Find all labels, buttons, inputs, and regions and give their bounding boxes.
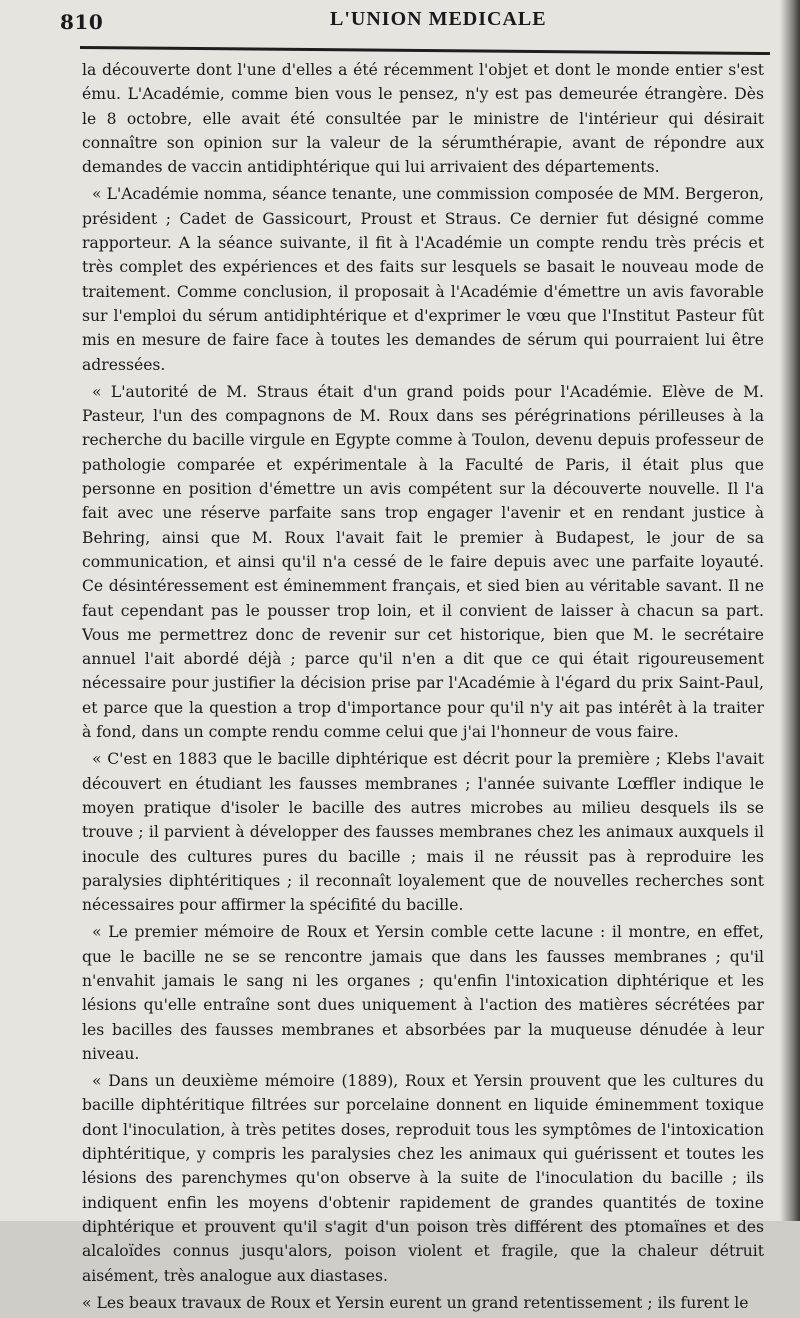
paragraph: la découverte dont l'une d'elles a été récemment l'objet et dont le monde entier s'est ému. L'Académie, comme bien vous le pensez, n'y est pas demeurée étrangère. Dès le 8 octobre, elle avait été consultée par le ministre de l'intérieur qui désirait connaître son opinion sur la valeur de la sérumthérapie, avant de répondre aux demandes de vaccin antidiphtérique qui lui arrivaient des départements. [82, 61, 764, 177]
paragraph: « Le premier mémoire de Roux et Yersin comble cette lacune : il montre, en effet, que le bacille ne se se rencontre jamais que dans les fausses membranes ; qu'il n'envahit jamais le sang ni les organes ; qu'enfin l'intoxication diphtérique et les lésions qu'elle entraîne sont dues uniquement à l'action des matières sécrétées par les bacilles des fausses membranes et absorbées par la muqueuse dénudée à leur niveau. [82, 923, 764, 1063]
journal-title: L'UNION MEDICALE [330, 8, 547, 30]
paragraph: « L'autorité de M. Straus était d'un grand poids pour l'Académie. Elève de M. Pasteur, l'un des compagnons de M. Roux dans ses pérégrinations périlleuses à la recherche du bacille virgule en Egypte comme à Toulon, devenu depuis professeur de pathologie comparée et expérimentale à la Faculté de Paris, il était plus que personne en position d'émettre un avis compétent sur la découverte nouvelle. Il l'a fait avec une réserve parfaite sans trop engager l'avenir et en rendant justice à Behring, ainsi que M. Roux l'avait fait le premier à Budapest, le jour de sa communication, et ainsi qu'il n'a cessé de le faire depuis avec une parfaite loyauté. Ce désintéressement est éminemment français, et sied bien au véritable savant. Il ne faut cependant pas le pousser trop loin, et il convient de laisser à chacun sa part. Vous me permettrez donc de revenir sur cet historique, bien que M. le secrétaire annuel l'ait abordé déjà ; parce qu'il n'en a dit que ce qui était rigoureusement nécessaire pour justifier la décision prise par l'Académie à l'égard du prix Saint-Paul, et parce que la question a trop d'importance pour qu'il n'y ait pas intérêt à la traiter à fond, dans un compte rendu comme celui que j'ai l'honneur de vous faire. [82, 382, 764, 742]
page-number: 810 [60, 10, 104, 34]
running-head [60, 6, 760, 36]
paragraph: « L'Académie nomma, séance tenante, une commission composée de MM. Bergeron, président ; Cadet de Gassicourt, Proust et Straus. Ce dernier fut désigné comme rapporteur. A la séance suivante, il fit à l'Académie un compte rendu très précis et très complet des expériences et des faits sur lesquels se basait le nouveau mode de traitement. Comme conclusion, il proposait à l'Académie d'émettre un avis favorable sur l'emploi du sérum antidiphtérique et d'exprimer le vœu que l'Institut Pasteur fût mis en mesure de faire face à toutes les demandes de sérum qui pourraient lui être adressées. [82, 185, 764, 374]
paragraph: « Les beaux travaux de Roux et Yersin eurent un grand retentissement ; ils furent le [82, 1293, 749, 1312]
header-rule [80, 46, 770, 55]
paragraph: « C'est en 1883 que le bacille diphtérique est décrit pour la première ; Klebs l'avait découvert en étudiant les fausses membranes ; l'année suivante Lœffler indique le moyen pratique d'isoler le bacille des autres microbes au milieu desquels ils se trouve ; il parvient à développer des fausses membranes chez les animaux auxquels il inocule des cultures pures du bacille ; mais il ne réussit pas à reproduire les paralysies diphtéritiques ; il reconnaît loyalement que de nouvelles recherches sont nécessaires pour affirmer la spécifité du bacille. [82, 750, 764, 915]
paragraph: « Dans un deuxième mémoire (1889), Roux et Yersin prouvent que les cultures du bacille diphtéritique filtrées sur porcelaine donnent en liquide éminemment toxique dont l'inoculation, à très petites doses, reproduit tous les symptômes de l'intoxication diphtéritique, y compris les paralysies chez les animaux qui guérissent et toutes les lésions des parenchymes qu'on observe à la suite de l'inoculation du bacille ; ils indiquent enfin les moyens d'obtenir rapidement de grandes quantités de toxine diphtérique et prouvent qu'il s'agit d'un poison très différent des ptomaïnes et des alcaloïdes connus jusqu'alors, poison violent et fragile, que la chaleur détruit aisément, très analogue aux diastases. [82, 1072, 764, 1285]
article-body [82, 58, 764, 1318]
